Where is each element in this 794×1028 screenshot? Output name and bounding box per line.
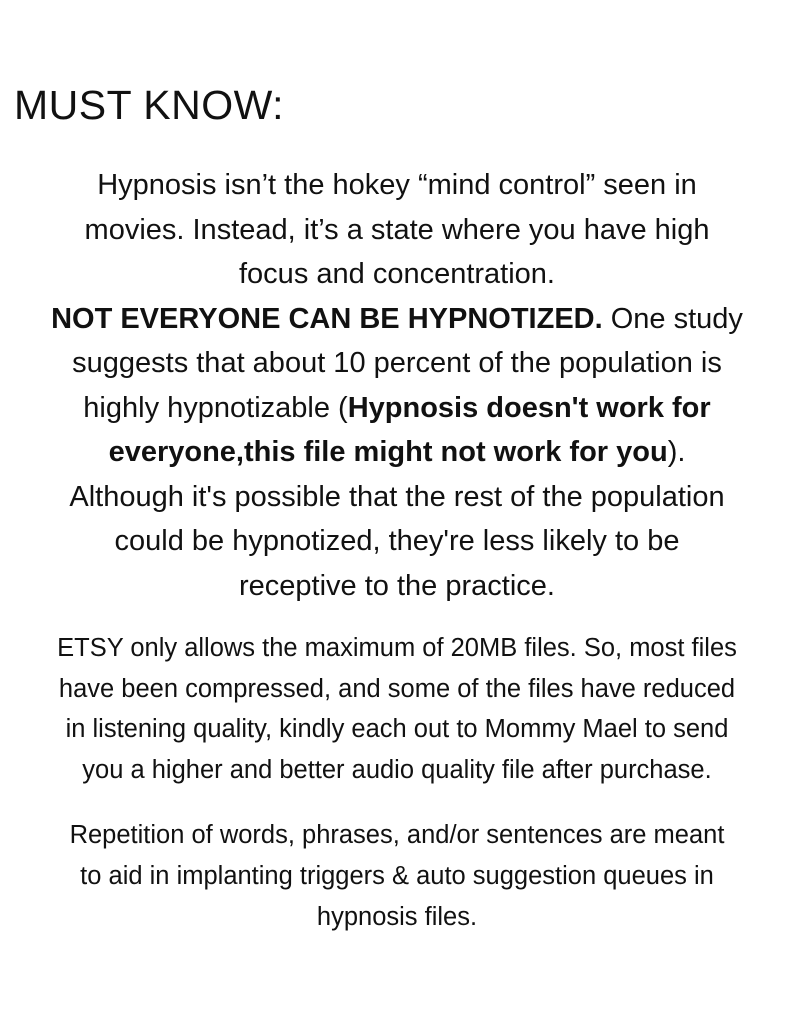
paragraph-hypnosis-info xyxy=(0,163,794,608)
heading-must-know: MUST KNOW: xyxy=(14,82,284,128)
text-line xyxy=(0,750,794,791)
text-line xyxy=(0,163,794,208)
text-segment: ). xyxy=(667,436,686,468)
text-segment: movies. Instead, it’s a state where you have high xyxy=(84,213,710,246)
text-segment: Repetition of words, phrases, and/or sentences are meant xyxy=(69,821,725,849)
text-line xyxy=(0,430,794,475)
text-line xyxy=(0,252,794,297)
text-line xyxy=(0,856,794,897)
text-segment: Hypnosis isn’t the hokey “mind control” seen in xyxy=(97,169,697,201)
text-segment: to aid in implanting triggers & auto suggestion queues in xyxy=(80,862,714,890)
text-line xyxy=(0,564,794,609)
text-segment: Although it's possible that the rest of the population xyxy=(69,480,725,513)
text-line xyxy=(0,628,794,669)
text-segment: in listening quality, kindly each out to Mommy Mael to send xyxy=(65,715,729,743)
text-segment: hypnosis files. xyxy=(316,903,478,931)
text-line xyxy=(0,519,794,564)
bold-text: everyone,this file might not work for you xyxy=(108,436,668,468)
text-segment: you a higher and better audio quality file after purchase. xyxy=(82,755,712,784)
text-segment: ETSY only allows the maximum of 20MB files. So, most files xyxy=(57,634,737,662)
text-segment: One study xyxy=(602,302,743,335)
text-line xyxy=(0,341,794,386)
text-line xyxy=(0,475,794,520)
text-line xyxy=(0,709,794,750)
text-line xyxy=(0,897,794,938)
text-segment: receptive to the practice. xyxy=(239,569,555,602)
text-segment: could be hypnotized, they're less likely to be xyxy=(114,525,680,557)
bold-text: Hypnosis doesn't work for xyxy=(347,391,711,424)
text-segment: focus and concentration. xyxy=(239,258,555,290)
text-line xyxy=(0,208,794,253)
text-segment: highly hypnotizable ( xyxy=(83,391,348,424)
text-line xyxy=(0,669,794,710)
text-line xyxy=(0,297,794,342)
paragraph-repetition-notice xyxy=(0,815,794,938)
text-segment: suggests that about 10 percent of the population is xyxy=(72,347,722,379)
paragraph-file-size-notice xyxy=(0,628,794,790)
bold-text: NOT EVERYONE CAN BE HYPNOTIZED. xyxy=(51,302,603,335)
text-segment: have been compressed, and some of the files have reduced xyxy=(58,674,736,703)
text-line xyxy=(0,815,794,856)
text-line xyxy=(0,386,794,431)
